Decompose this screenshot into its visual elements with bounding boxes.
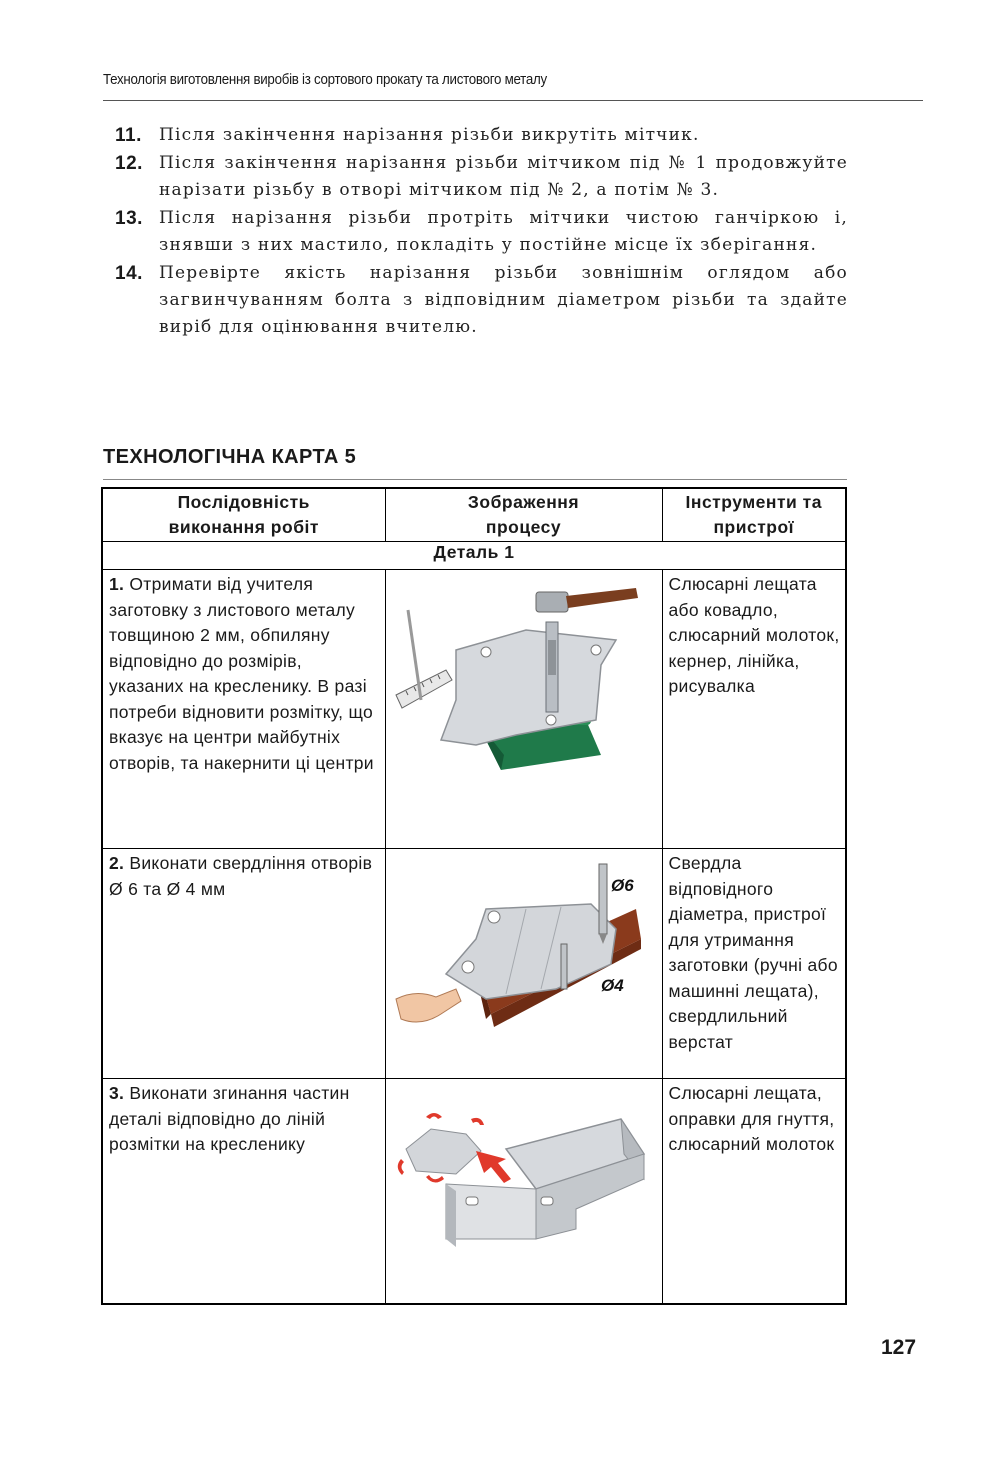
step-number: 12. xyxy=(115,153,143,174)
table-header-row xyxy=(102,488,846,542)
tools-cell xyxy=(662,849,846,1079)
list-item xyxy=(115,205,848,259)
operation-number: 2. xyxy=(109,853,125,873)
operation-number: 1. xyxy=(109,574,125,594)
process-image-cell xyxy=(385,849,662,1079)
header-image: Зображення процесу xyxy=(385,488,662,542)
page-number: 127 xyxy=(881,1336,917,1359)
tools-text: Слюсарні лещата, оправки для гнуття, слюсарний молоток xyxy=(668,1083,835,1154)
table-row xyxy=(102,1079,846,1304)
detail-label: Деталь 1 xyxy=(102,542,846,570)
operation-description: Виконати свердління отворів Ø 6 та Ø 4 мм xyxy=(109,853,373,899)
header-tools: Інструменти та пристрої xyxy=(662,488,846,542)
step-text: Після закінчення нарізання різьби викрутіть мітчик. xyxy=(159,125,700,145)
list-item xyxy=(115,150,848,204)
operation-text xyxy=(103,570,385,776)
step-text: Після нарізання різьби протріть мітчики чистою ганчіркою і, знявши з них мастило, покладіть у постійне місце їх зберігання. xyxy=(159,208,848,255)
list-item xyxy=(115,122,848,149)
drill-label-6: Ø6 xyxy=(610,876,634,895)
tools-cell xyxy=(662,1079,846,1304)
operation-cell xyxy=(102,1079,385,1304)
step-number: 11. xyxy=(115,125,142,146)
marking-punching-illustration xyxy=(386,570,661,846)
operation-description: Виконати згинання частин деталі відповідно до ліній розмітки на кресленику xyxy=(109,1083,350,1154)
tools-cell xyxy=(662,570,846,849)
drill-label-4: Ø4 xyxy=(600,976,624,995)
steps-list xyxy=(115,122,848,342)
header-rule xyxy=(103,100,923,101)
step-text: Перевірте якість нарізання різьби зовнішнім оглядом або загвинчуванням болта з відповідним діаметром різьби та здайте виріб для оцінювання вчителю. xyxy=(159,263,848,337)
step-number: 14. xyxy=(115,263,143,284)
operation-text xyxy=(103,1079,385,1158)
drilling-illustration xyxy=(386,849,661,1077)
title-rule xyxy=(103,479,847,480)
table-row xyxy=(102,849,846,1079)
bending-illustration xyxy=(386,1079,661,1301)
tools-text: Свердла відповідного діаметра, пристрої для утримання заготовки (ручні або машинні лещата), свердлильний верстат xyxy=(668,853,838,1052)
operation-description: Отримати від учителя заготовку з листового металу товщиною 2 мм, обпиляну відповідно до розмірів, указаних на кресленику. В разі потреби відновити розмітку, що вказує на центри майбутніх отворів, та накернити ці центри xyxy=(109,574,374,773)
section-title: ТЕХНОЛОГІЧНА КАРТА 5 xyxy=(103,446,357,468)
table-row xyxy=(102,570,846,849)
step-text: Після закінчення нарізання різьби мітчиком під № 1 продовжуйте нарізати різьбу в отворі мітчиком під № 2, а потім № 3. xyxy=(159,153,848,200)
process-image-cell xyxy=(385,570,662,849)
step-number: 13. xyxy=(115,208,143,229)
list-item xyxy=(115,260,848,341)
operation-text xyxy=(103,849,385,902)
operation-number: 3. xyxy=(109,1083,125,1103)
header-sequence: Послідовність виконання робіт xyxy=(102,488,385,542)
operation-cell xyxy=(102,570,385,849)
running-head: Технологія виготовлення виробів із сортового прокату та листового металу xyxy=(103,72,547,88)
operation-cell xyxy=(102,849,385,1079)
tech-card-table xyxy=(101,487,847,1305)
process-image-cell xyxy=(385,1079,662,1304)
detail-row xyxy=(102,542,846,570)
tools-text: Слюсарні лещата або ковадло, слюсарний молоток, кернер, лінійка, рисувалка xyxy=(668,574,840,696)
